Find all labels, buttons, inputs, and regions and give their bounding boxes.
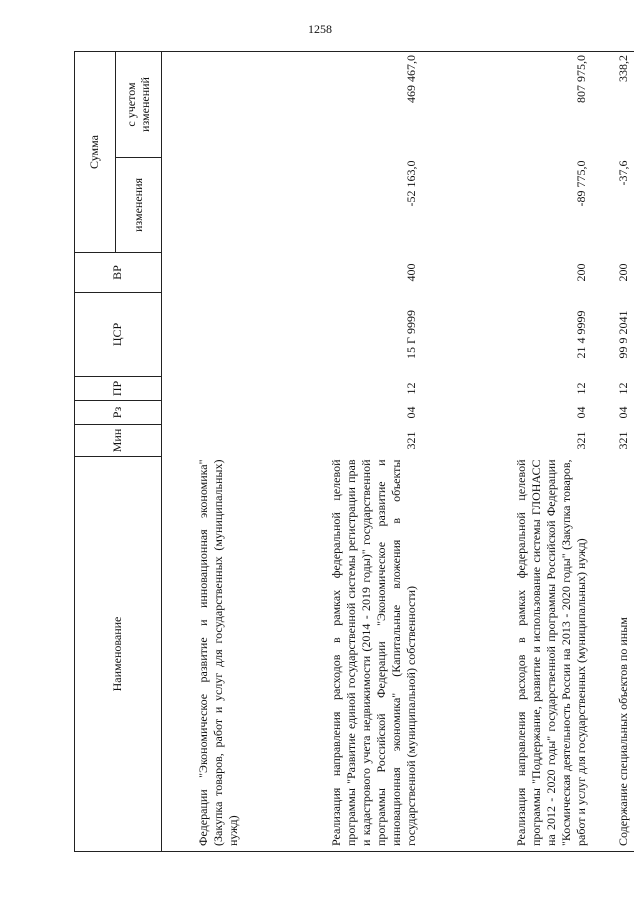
row-pr: 12 [615,382,630,395]
row-min [162,425,244,457]
row-name: Реализация направления расходов в рамках федеральной целевой программы "Развитие единой государственной системы регистрации прав и кадастрового учета недвижимости (2014 - 2019 годы)" государственной программы Российской Федерации "Экономическое развитие и инновационная экономика" (Капитальные вложения в объекты государственной (муниципальной) собственности) [244,457,422,852]
row-rz: 04 [573,406,588,419]
row-total: 807 975,0 [422,51,592,157]
table-row [422,51,592,851]
row-pr: 12 [573,382,588,395]
row-vr: 400 [403,263,418,282]
row-csr: 99 9 2041 [615,310,630,359]
header-rz: Рз [75,401,162,425]
row-change: -89 775,0 [573,160,588,207]
row-name: Реализация направления расходов в рамках федеральной целевой программы "Поддержание, развитие и использование системы ГЛОНАСС на 2012 - 2020 годы" государственной программы Российской Федерации "Космическая деятельность России на 2013 - 2020 годы" (Закупка товаров, работ и услуг для государственных (муниципальных) нужд) [422,457,592,852]
row-name: Содержание специальных объектов по иным [592,457,634,852]
row-total: 469 467,0 [244,51,422,157]
header-pr: ПР [75,377,162,401]
header-min: Мин [75,425,162,457]
budget-table-rotated [74,52,632,852]
row-rz [162,401,244,425]
page-number: 1258 [308,22,332,36]
header-changes: изменения [116,158,162,253]
row-total: 338,2 [592,51,634,157]
row-total [162,51,244,157]
row-change [162,158,244,253]
header-name: Наименование [75,457,162,852]
row-change: -52 163,0 [403,160,418,207]
row-name: Федерации "Экономическое развитие и инновационная экономика" (Закупка товаров, работ и услуг для государственных (муниципальных) нужд) [162,457,244,852]
row-csr [162,293,244,377]
row-vr [162,253,244,293]
header-sum: Сумма [75,51,116,252]
row-min: 321 [615,431,630,450]
row-csr: 21 4 9999 [573,310,588,359]
budget-table [74,51,634,852]
row-rz: 04 [615,406,630,419]
table-row [162,51,244,851]
row-pr: 12 [403,382,418,395]
row-pr [162,377,244,401]
row-vr: 200 [573,263,588,282]
table-row [592,51,634,851]
row-csr: 15 Г 9999 [403,310,418,359]
header-with-changes: с учетом изменений [116,51,162,157]
row-min: 321 [573,431,588,450]
row-vr: 200 [615,263,630,282]
row-min: 321 [403,431,418,450]
row-rz: 04 [403,406,418,419]
header-vr: ВР [75,253,162,293]
row-change: -37,6 [615,160,630,186]
table-row [244,51,422,851]
header-csr: ЦСР [75,293,162,377]
